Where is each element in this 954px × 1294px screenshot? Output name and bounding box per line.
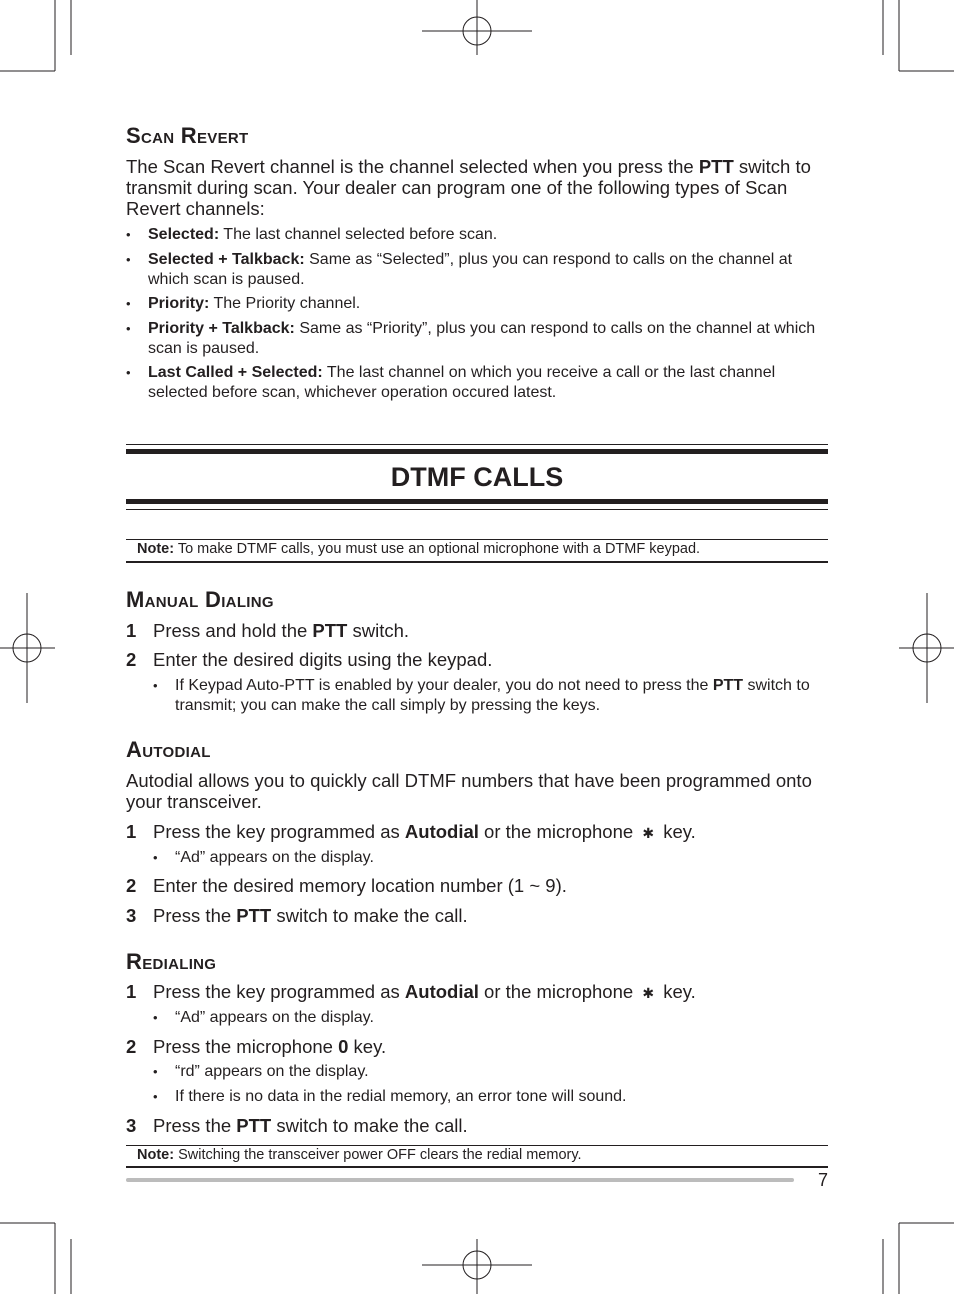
manual-page: Scan Revert The Scan Revert channel is the channel selected when you press the PTT switch to transmit during scan. Your dealer can program one of the following types of Scan Revert channels: • Selected: The last channel selected before scan. • Selected + Talkback: Same as “Selected”, plus you can respond to calls on the channel at which scan is paused. • Priority: The Priority channel. • Priority + Talkback: Same as “Priority”, plus you can respond to calls on the channel at which scan is paused. • Last Called + Selected: The last channel on which you receive a call or the last channel selected before scan, whichever operation occured latest. DTMF CALLS Note: To make DTMF calls, you must use an optional microphone with a DTMF keypad. Manual Dialing 1 Press and hold the PTT switch. 2 Enter the desired digits using the keypad. • If Keypad Auto-PTT is enabled by your dealer, you do not need to press the PTT switch to transmit; you can make the call simply by pressing the keys. Autodial Autodial allows you to quickly call DTMF numbers that have been programmed onto your transceiver. 1 Press the key programmed as Autodial or the microphone ✱ key. • “Ad” appears on the display. 2 Enter the desired memory location number (1 ~ 9). 3 Press the PTT switch to make the call. Redialing 1 Press the key programmed as Autodial or the microphone ✱ key. • “Ad” appears on the display. 2 Press the microphone 0 key. • “rd” appears on the display. • If there is no data in the redial memory, an error tone will sound. 3 Press the PTT switch to make the call. Note: Switching the transceiver power OFF clears the redial memory. 7 [0, 0, 954, 1294]
note-rule-top [126, 1145, 828, 1146]
page-number: 7 [817, 1170, 828, 1190]
note-rule-bottom [126, 561, 828, 563]
title-rule-thin-bottom [126, 509, 828, 510]
title-rule-thick-bottom [126, 499, 828, 504]
note-rule-top [126, 539, 828, 540]
scan-revert-intro: The Scan Revert channel is the channel selected when you press the PTT switch to transmit during scan. Your dealer can program one of the following types of Scan Revert channels: [126, 156, 811, 219]
section-heading-manual-dialing: Manual Dialing [126, 587, 274, 612]
asterisk-key-icon: ✱ [642, 985, 655, 1001]
footer-bar [126, 1178, 794, 1182]
asterisk-key-icon: ✱ [642, 825, 655, 841]
section-heading-scan-revert: Scan Revert [126, 123, 249, 148]
title-rule-thin-top [126, 444, 828, 445]
autodial-intro: Autodial allows you to quickly call DTMF numbers that have been programmed onto your transceiver. [126, 770, 812, 812]
title-rule-thick-top [126, 449, 828, 454]
section-heading-autodial: Autodial [126, 737, 211, 762]
page-title: DTMF CALLS [390, 462, 564, 492]
section-heading-redialing: Redialing [126, 949, 217, 974]
note-rule-bottom [126, 1166, 828, 1168]
